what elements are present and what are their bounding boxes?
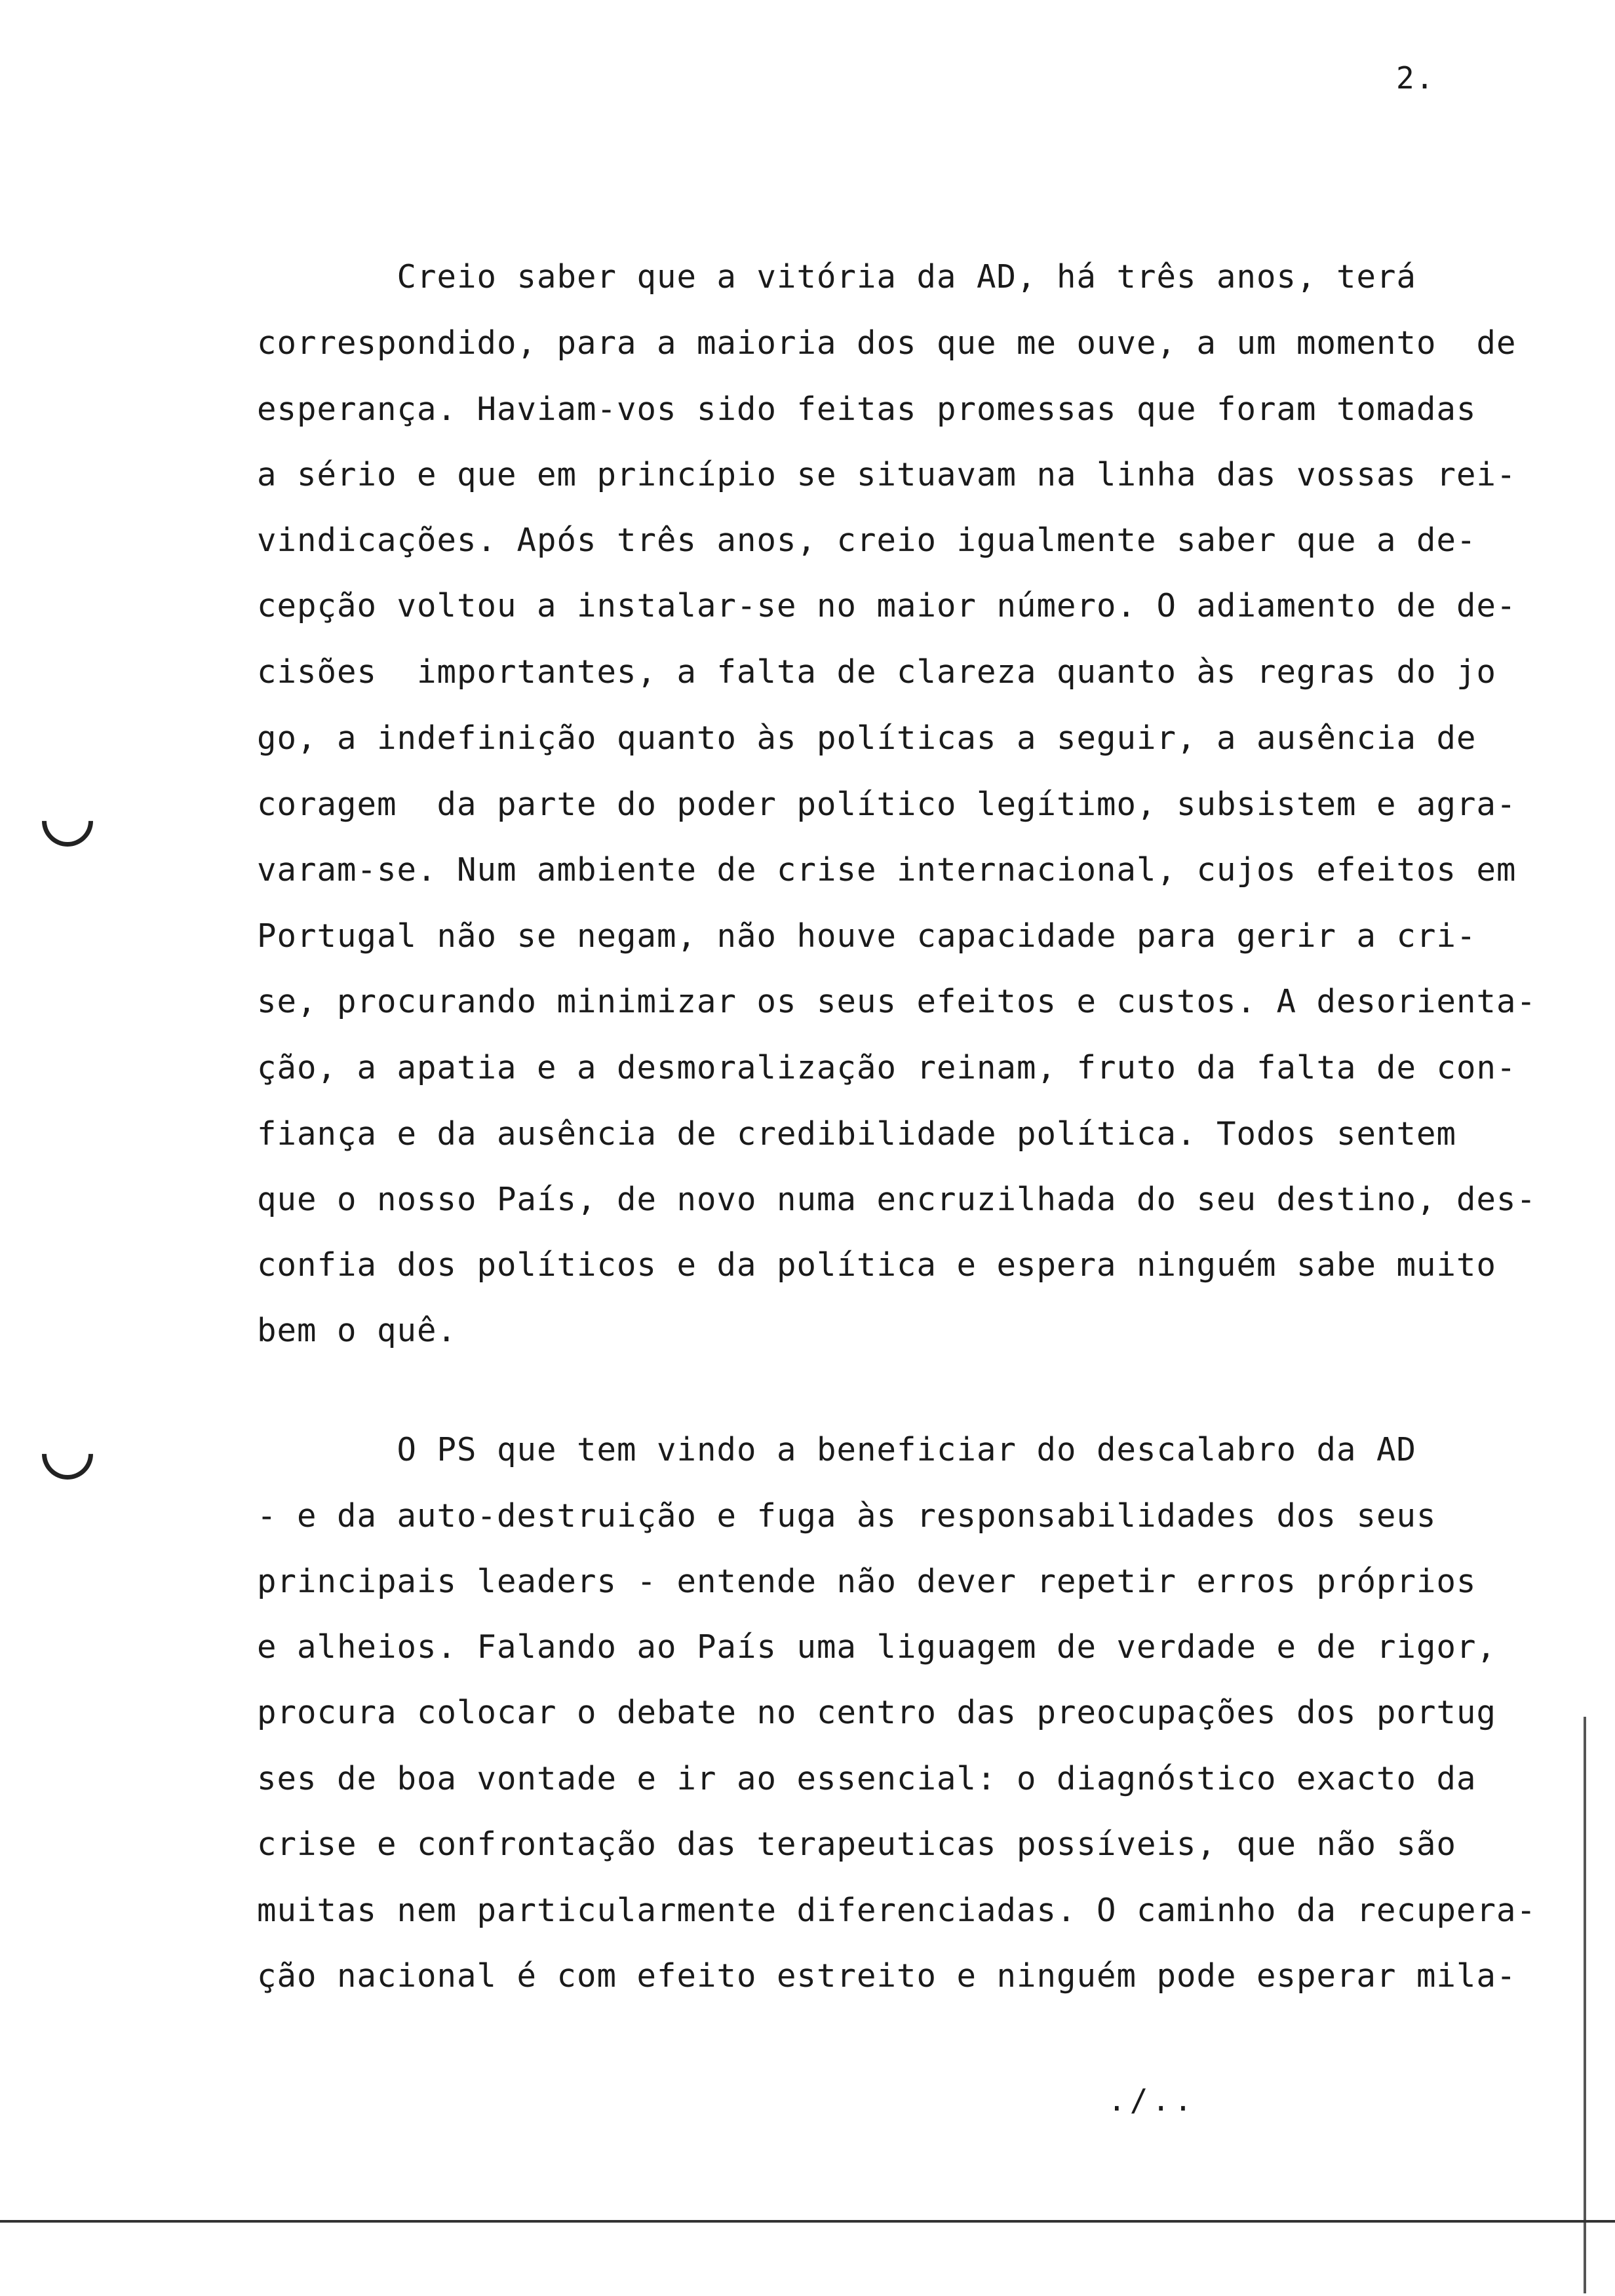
page-number: 2. bbox=[1396, 60, 1435, 96]
right-margin-rule bbox=[1584, 1717, 1586, 2293]
text-line: cisões importantes, a falta de clareza quanto às regras do jo bbox=[257, 653, 1497, 691]
text-line: O PS que tem vindo a beneficiar do descalabro da AD bbox=[257, 1431, 1417, 1468]
text-line: Portugal não se negam, não houve capacidade para gerir a cri- bbox=[257, 917, 1477, 955]
text-line: esperança. Haviam-vos sido feitas promessas que foram tomadas bbox=[257, 391, 1477, 428]
text-line: confia dos políticos e da política e espera ninguém sabe muito bbox=[257, 1246, 1497, 1284]
text-line: Creio saber que a vitória da AD, há três anos, terá bbox=[257, 258, 1417, 296]
text-line: ses de boa vontade e ir ao essencial: o diagnóstico exacto da bbox=[257, 1760, 1477, 1797]
text-line: crise e confrontação das terapeuticas possíveis, que não são bbox=[257, 1826, 1457, 1863]
text-line: ção nacional é com efeito estreito e ninguém pode esperar mila- bbox=[257, 1957, 1517, 1995]
text-line: coragem da parte do poder político legítimo, subsistem e agra- bbox=[257, 786, 1517, 823]
continuation-mark: ./.. bbox=[1108, 2082, 1196, 2118]
bottom-rule bbox=[0, 2220, 1615, 2223]
text-line: principais leaders - entende não dever repetir erros próprios bbox=[257, 1563, 1477, 1600]
text-line: procura colocar o debate no centro das preocupações dos portug bbox=[257, 1694, 1497, 1731]
text-line: bem o quê. bbox=[257, 1312, 457, 1349]
text-line: ção, a apatia e a desmoralização reinam, fruto da falta de con- bbox=[257, 1049, 1517, 1086]
text-line: - e da auto-destruição e fuga às responsabilidades dos seus bbox=[257, 1497, 1437, 1535]
punch-hole-bottom bbox=[31, 1418, 104, 1490]
text-line: muitas nem particularmente diferenciadas. O caminho da recupera- bbox=[257, 1892, 1537, 1929]
text-line: que o nosso País, de novo numa encruzilhada do seu destino, des- bbox=[257, 1181, 1537, 1218]
text-line: cepção voltou a instalar-se no maior número. O adiamento de de- bbox=[257, 587, 1517, 624]
text-line: a sério e que em princípio se situavam na linha das vossas rei- bbox=[257, 456, 1517, 493]
punch-hole-top bbox=[31, 785, 104, 857]
text-line: e alheios. Falando ao País uma liguagem de verdade e de rigor, bbox=[257, 1628, 1497, 1666]
text-line: varam-se. Num ambiente de crise internacional, cujos efeitos em bbox=[257, 851, 1517, 889]
text-line: vindicações. Após três anos, creio igualmente saber que a de- bbox=[257, 522, 1477, 559]
text-line: correspondido, para a maioria dos que me ouve, a um momento de bbox=[257, 324, 1517, 362]
text-line: se, procurando minimizar os seus efeitos e custos. A desorienta- bbox=[257, 983, 1537, 1020]
text-line: fiança e da ausência de credibilidade política. Todos sentem bbox=[257, 1115, 1457, 1153]
text-line: go, a indefinição quanto às políticas a seguir, a ausência de bbox=[257, 719, 1477, 757]
